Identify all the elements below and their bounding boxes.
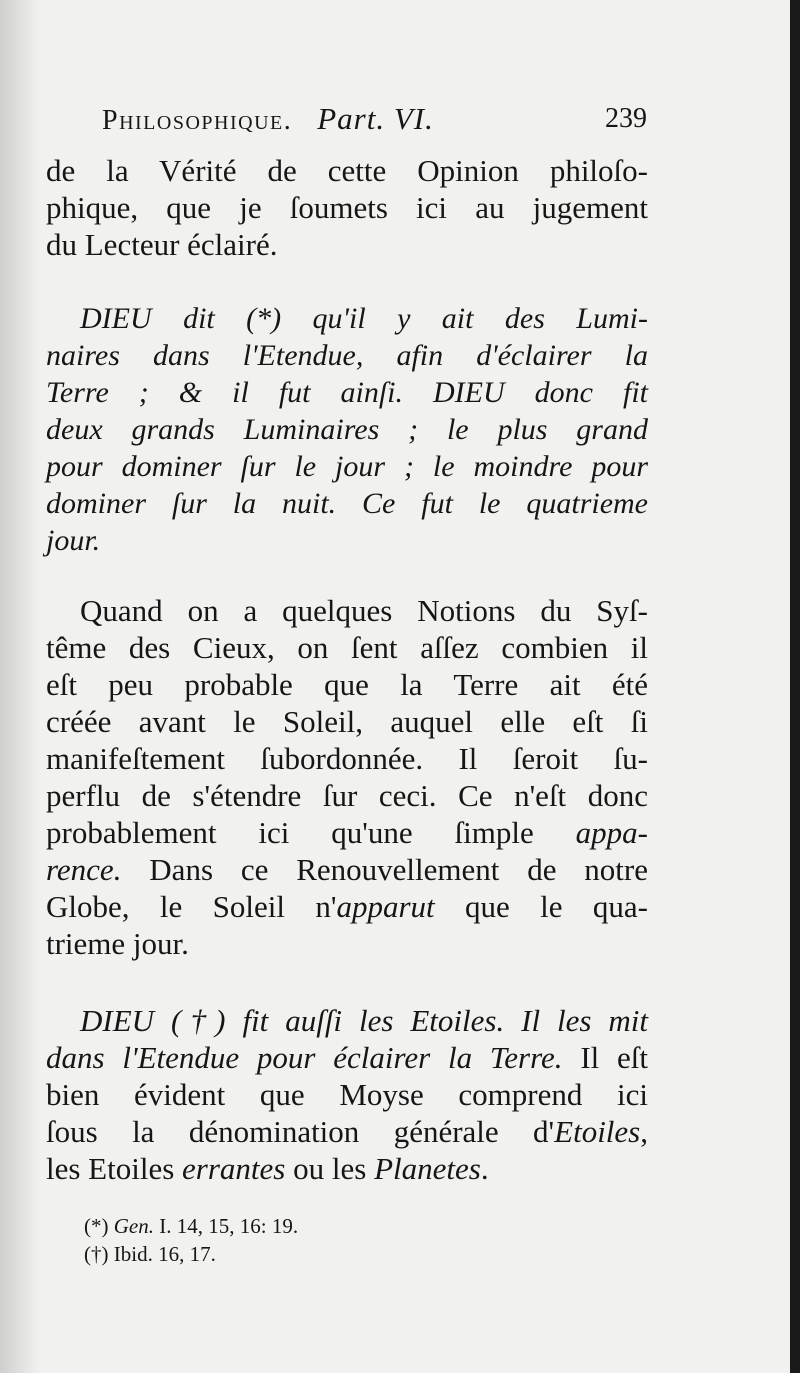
footnote-mark: (*) xyxy=(84,1214,109,1238)
paragraph-3 xyxy=(46,592,648,962)
text-line: dominer ſur la nuit. Ce fut le quatrieme xyxy=(46,487,648,520)
page-edge xyxy=(790,0,796,1373)
text-line xyxy=(46,814,648,851)
text-line xyxy=(46,1113,648,1150)
text-line: deux grands Luminaires ; le plus grand xyxy=(46,413,648,446)
text-segment: ou les xyxy=(293,1151,367,1186)
text-line: bien évident que Moyse comprend ici xyxy=(46,1077,648,1112)
part-label: Part. VI. xyxy=(317,101,434,136)
text-segment: les Etoiles xyxy=(46,1151,175,1186)
text-segment: que le qua- xyxy=(465,889,649,924)
italic-segment: DIEU (†) xyxy=(80,1003,226,1038)
text-segment: Dans ce Renouvellement de notre xyxy=(149,852,648,887)
text-line xyxy=(46,851,648,888)
italic-segment: errantes xyxy=(182,1151,286,1186)
text-line: trieme jour. xyxy=(46,926,189,961)
italic-segment: Etoiles xyxy=(554,1114,641,1149)
text-line: du Lecteur éclairé. xyxy=(46,227,278,262)
text-line: eſt peu probable que la Terre ait été xyxy=(46,667,648,702)
gutter-shadow xyxy=(0,0,40,1373)
footnote xyxy=(84,1212,484,1240)
text-line: pour dominer ſur le jour ; le moindre pour xyxy=(46,450,648,483)
text-segment: Il eſt xyxy=(580,1040,649,1075)
paragraph-1 xyxy=(46,152,648,263)
text-line: Quand on a quelques Notions du Syſ- xyxy=(80,593,648,628)
text-line: de la Vérité de cette Opinion philoſo- xyxy=(46,153,648,188)
text-segment: probablement ici qu'une ſimple xyxy=(46,815,534,850)
footnote-text: Ibid. 16, 17. xyxy=(113,1242,216,1266)
italic-segment: fit auſſi les Etoiles. Il les mit xyxy=(242,1003,648,1038)
footnotes xyxy=(84,1212,484,1268)
text-segment: . xyxy=(480,1151,489,1186)
italic-segment: apparut xyxy=(336,889,435,924)
text-line: phique, que je ſoumets ici au jugement xyxy=(46,190,648,225)
text-segment: ſous la dénomination générale d' xyxy=(46,1114,555,1149)
paragraph-2-quote xyxy=(46,300,648,559)
text-line xyxy=(46,1150,648,1187)
italic-segment: rence. xyxy=(46,852,122,887)
running-title: Philosophique. xyxy=(102,105,293,136)
text-line: manifeſtement ſubordonnée. Il ſeroit ſu- xyxy=(46,741,648,776)
text-line: naires dans l'Etendue, afin d'éclairer la xyxy=(46,339,648,372)
paragraph-4 xyxy=(46,1002,648,1187)
italic-segment: Planetes xyxy=(374,1151,481,1186)
text-segment: , xyxy=(640,1114,648,1149)
text-line xyxy=(46,1002,648,1039)
text-line xyxy=(46,1039,648,1076)
italic-segment: dans l'Etendue pour éclairer la Terre. xyxy=(46,1040,563,1075)
text-line xyxy=(46,888,648,925)
text-line: DIEU dit (*) qu'il y ait des Lumi- xyxy=(80,302,648,335)
italic-segment: appa- xyxy=(575,815,648,850)
text-line: Terre ; & il fut ainſi. DIEU donc fit xyxy=(46,376,648,409)
text-line: tême des Cieux, on ſent aſſez combien il xyxy=(46,630,648,665)
footnote-mark: (†) xyxy=(84,1242,109,1266)
footnote-text: I. 14, 15, 16: 19. xyxy=(159,1214,299,1238)
footnote-ref: Gen. xyxy=(113,1214,154,1238)
text-segment: Globe, le Soleil n' xyxy=(46,889,337,924)
text-line: jour. xyxy=(46,524,101,557)
text-line: créée avant le Soleil, auquel elle eſt ſi xyxy=(46,704,648,739)
page-number: 239 xyxy=(605,103,647,134)
running-header xyxy=(102,96,647,142)
footnote xyxy=(84,1240,484,1268)
text-line: perflu de s'étendre ſur ceci. Ce n'eſt donc xyxy=(46,778,648,813)
